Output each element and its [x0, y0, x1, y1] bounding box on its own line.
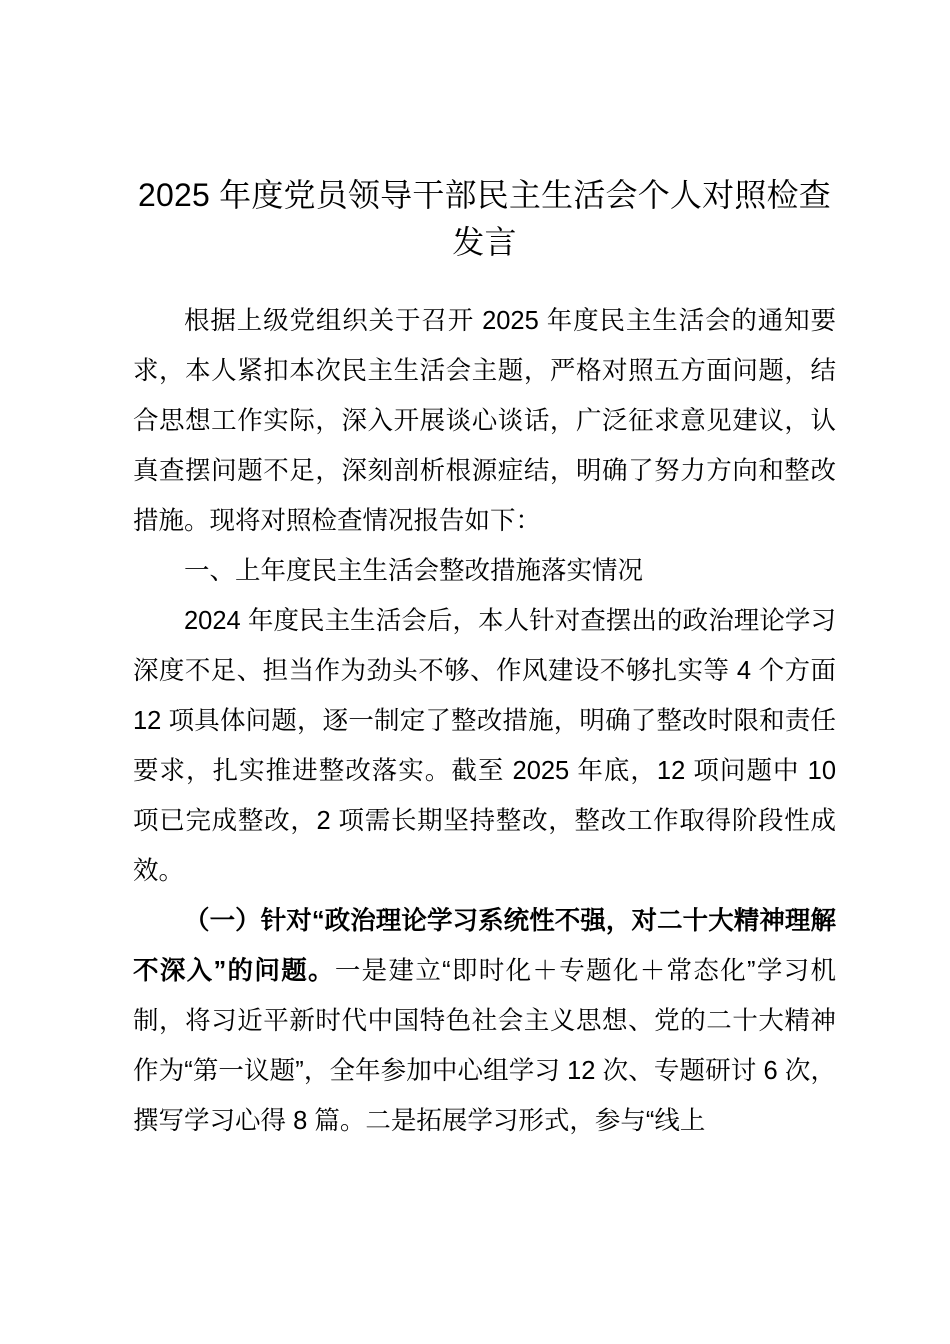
paragraph-rectification-summary: 2024 年度民主生活会后，本人针对查摆出的政治理论学习深度不足、担当作为劲头不够、作风建设不够扎实等 4 个方面 12 项具体问题，逐一制定了整改措施，明确了整改时限和责任要求，扎实推进整改落实。截至 2025 年底，12 项问题中 10 项已完成整改，2 项需长期坚持整改，整改工作取得阶段性成效。 — [133, 607, 836, 885]
page-title: 2025 年度党员领导干部民主生活会个人对照检查发言 — [138, 177, 831, 260]
document-content — [133, 0, 836, 1146]
subsection-one-bold-label: （一）针对“政治理论学习系统性不强，对二十大精神理解不深入”的问题。 — [133, 907, 836, 985]
section-heading-one: 一、上年度民主生活会整改措施落实情况 — [184, 557, 644, 585]
subsection-one-body-text: 一是建立“即时化＋专题化＋常态化”学习机制，将习近平新时代中国特色社会主义思想、党的二十大精神作为“第一议题”，全年参加中心组学习 12 次、专题研讨 6 次，撰写学习心得 8 篇。二是拓展学习形式，参与“线上 — [133, 957, 836, 1135]
paragraph-intro: 根据上级党组织关于召开 2025 年度民主生活会的通知要求，本人紧扣本次民主生活会主题，严格对照五方面问题，结合思想工作实际，深入开展谈心谈话，广泛征求意见建议，认真查摆问题不足，深刻剖析根源症结，明确了努力方向和整改措施。现将对照检查情况报告如下： — [133, 307, 836, 535]
paragraph-subsection-one — [133, 896, 836, 1146]
